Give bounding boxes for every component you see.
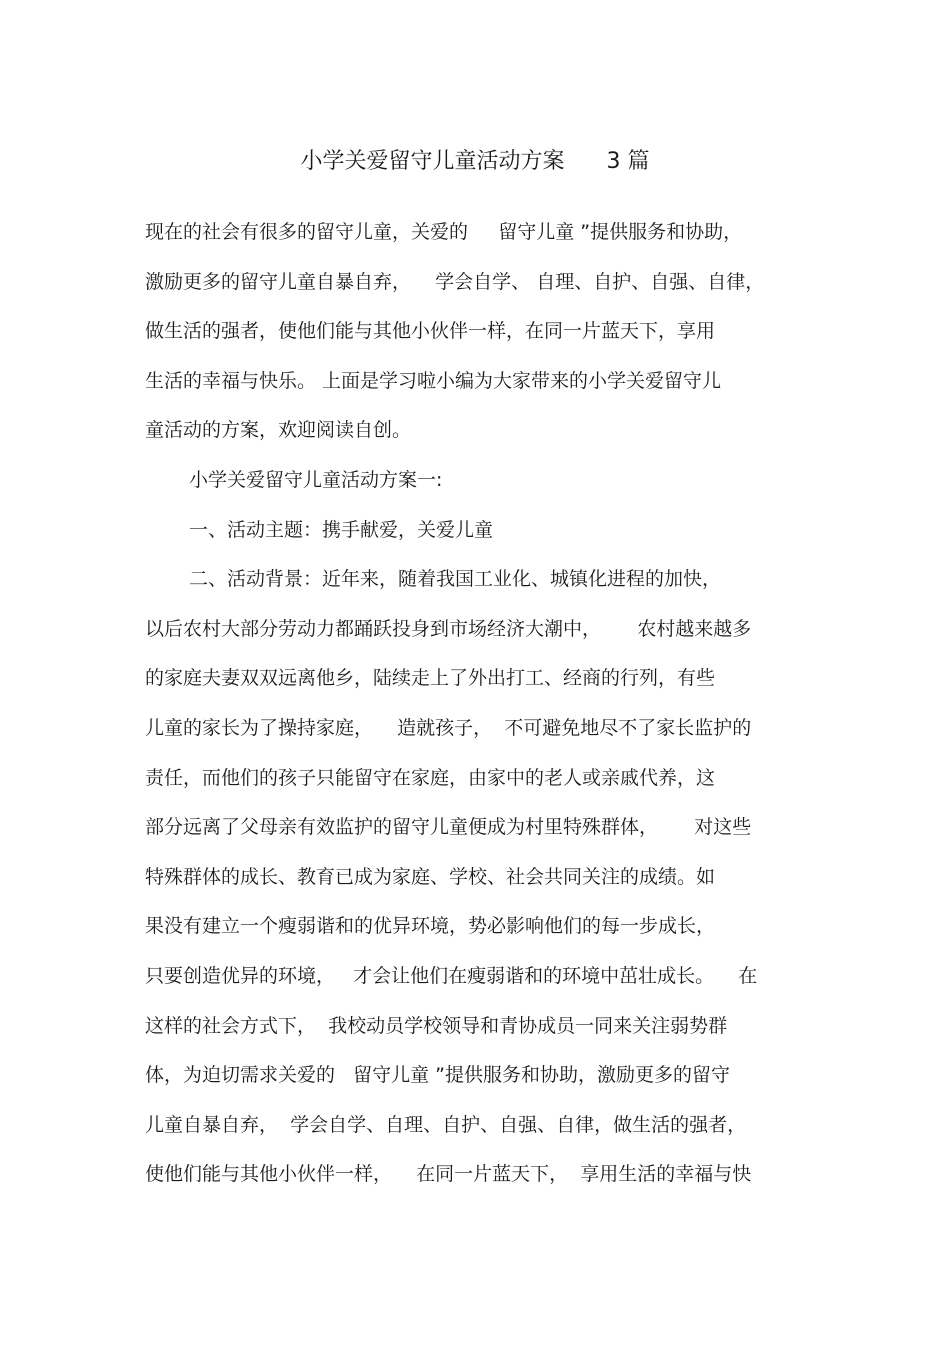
text-line: 只要创造优异的环境， 才会让他们在瘦弱谐和的环境中茁壮成长。 在 [145,964,758,987]
text-line: 儿童的家长为了操持家庭， 造就孩子， 不可避免地尽不了家长监护的 [145,716,752,739]
text-line: 一、活动主题：携手献爱，关爱儿童 [189,518,494,541]
text-line: 小学关爱留守儿童活动方案一: [189,468,443,491]
text-line: 的家庭夫妻双双远离他乡，陆续走上了外出打工、经商的行列，有些 [145,667,716,690]
document-title: 小学关爱留守儿童活动方案 3 篇 [300,149,650,174]
text-line: 激励更多的留守儿童自暴自弃， 学会自学、 自理、自护、自强、自律， [145,270,765,293]
text-line: 体，为迫切需求关爱的 留守儿童 ”提供服务和协助，激励更多的留守 [145,1064,731,1087]
text-line: 做生活的强者，使他们能与其他小伙伴一样，在同一片蓝天下，享用 [145,320,716,343]
text-line: 部分远离了父母亲有效监护的留守儿童便成为村里特殊群体， 对这些 [145,816,752,839]
text-line: 特殊群体的成长、教育已成为家庭、学校、社会共同关注的成绩。如 [145,865,716,888]
text-line: 现在的社会有很多的留守儿童，关爱的 留守儿童 ”提供服务和协助， [145,221,743,243]
text-line: 儿童自暴自弃， 学会自学、自理、自护、自强、自律，做生活的强者， [145,1113,747,1136]
text-line: 这样的社会方式下， 我校动员学校领导和青协成员一同来关注弱势群 [145,1014,728,1037]
text-line: 果没有建立一个瘦弱谐和的优异环境，势必影响他们的每一步成长， [145,915,716,938]
text-line: 生活的幸福与快乐。 上面是学习啦小编为大家带来的小学关爱留守儿 [145,369,722,392]
text-line: 责任，而他们的孩子只能留守在家庭，由家中的老人或亲戚代养，这 [145,766,716,789]
document-body [145,212,815,1204]
text-line: 使他们能与其他小伙伴一样， 在同一片蓝天下， 享用生活的幸福与快 [145,1163,752,1186]
text-line: 二、活动背景：近年来，随着我国工业化、城镇化进程的加快， [189,568,722,591]
text-line: 童活动的方案，欢迎阅读自创。 [145,419,412,442]
text-line: 以后农村大部分劳动力都踊跃投身到市场经济大潮中， 农村越来越多 [145,617,752,640]
